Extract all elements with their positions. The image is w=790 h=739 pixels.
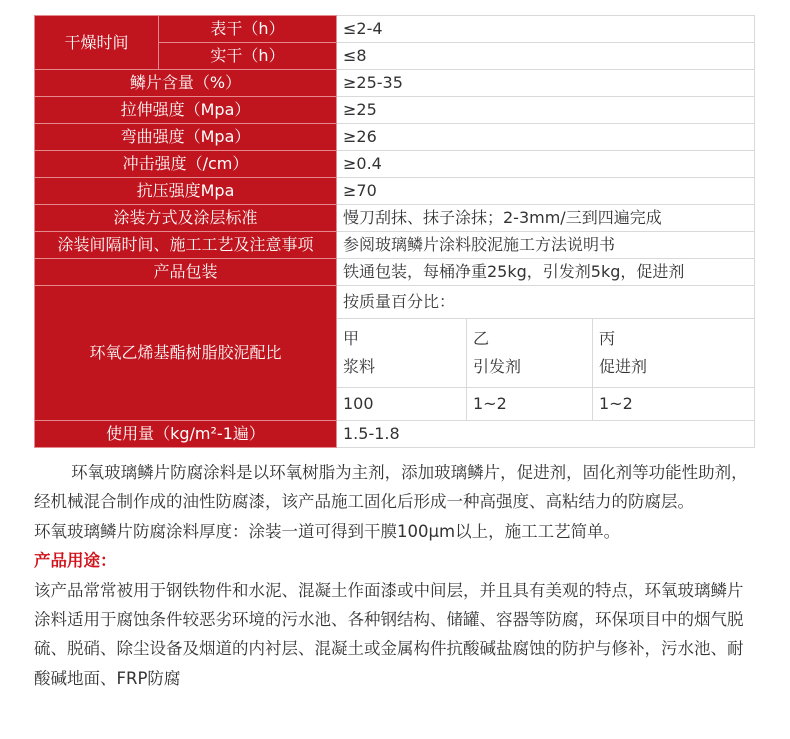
package-value: 铁通包装，每桶净重25kg，引发剂5kg，促进剂 [337,259,755,286]
table-row [35,178,755,205]
tensile-label: 拉伸强度（Mpa） [35,97,337,124]
ratio-col2-line2: 引发剂 [473,357,522,376]
table-row [35,97,755,124]
ratio-col3-line1: 丙 [599,329,616,348]
impact-value: ≥0.4 [337,151,755,178]
flake-content-value: ≥25-35 [337,70,755,97]
ratio-intro: 按质量百分比： [337,286,755,319]
hard-dry-label: 实干（h） [159,43,337,70]
surface-dry-value: ≤2-4 [337,16,755,43]
ratio-col3-value: 1~2 [593,388,755,421]
table-row [35,124,755,151]
compressive-label: 抗压强度Mpa [35,178,337,205]
ratio-component-b [467,319,593,388]
table-row [35,205,755,232]
table-row [35,421,755,448]
ratio-label: 环氧乙烯基酯树脂胶泥配比 [35,286,337,421]
interval-label: 涂装间隔时间、施工工艺及注意事项 [35,232,337,259]
drying-time-label: 干燥时间 [35,16,159,70]
package-label: 产品包装 [35,259,337,286]
usage-label: 使用量（kg/m²-1遍） [35,421,337,448]
table-row [35,16,755,43]
ratio-col2-value: 1~2 [467,388,593,421]
hard-dry-value: ≤8 [337,43,755,70]
description [34,458,756,693]
usage-heading: 产品用途： [34,551,117,571]
ratio-col2-line1: 乙 [473,329,490,348]
spec-table [34,15,755,448]
intro-paragraph: 环氧玻璃鳞片防腐涂料是以环氧树脂为主剂，添加玻璃鳞片，促进剂，固化剂等功能性助剂，经机械混合制作成的油性防腐漆，该产品施工固化后形成一种高强度、高粘结力的防腐层。 [34,463,748,512]
table-row [35,259,755,286]
ratio-col3-line2: 促进剂 [599,357,648,376]
impact-label: 冲击强度（/cm） [35,151,337,178]
table-row [35,232,755,259]
bending-label: 弯曲强度（Mpa） [35,124,337,151]
usage-paragraph: 该产品常常被用于钢铁物件和水泥、混凝土作面漆或中间层，并且具有美观的特点，环氧玻璃鳞片涂料适用于腐蚀条件较恶劣环境的污水池、各种钢结构、储罐、容器等防腐，环保项目中的烟气脱硫、脱硝、除尘设备及烟道的内衬层、混凝土或金属构件抗酸碱盐腐蚀的防护与修补，污水池、耐酸碱地面、FRP防腐 [34,580,744,688]
flake-content-label: 鳞片含量（%） [35,70,337,97]
table-row [35,151,755,178]
interval-value: 参阅玻璃鳞片涂料胶泥施工方法说明书 [337,232,755,259]
thickness-paragraph: 环氧玻璃鳞片防腐涂料厚度：涂装一道可得到干膜100μm以上，施工工艺简单。 [34,521,621,541]
ratio-component-a [337,319,467,388]
compressive-value: ≥70 [337,178,755,205]
usage-value: 1.5-1.8 [337,421,755,448]
ratio-col1-value: 100 [337,388,467,421]
method-label: 涂装方式及涂层标准 [35,205,337,232]
ratio-col1-line2: 浆料 [343,357,376,376]
table-row [35,286,755,319]
table-row [35,70,755,97]
ratio-component-c [593,319,755,388]
ratio-col1-line1: 甲 [343,329,360,348]
method-value: 慢刀刮抹、抹子涂抹；2-3mm/三到四遍完成 [337,205,755,232]
tensile-value: ≥25 [337,97,755,124]
bending-value: ≥26 [337,124,755,151]
surface-dry-label: 表干（h） [159,16,337,43]
